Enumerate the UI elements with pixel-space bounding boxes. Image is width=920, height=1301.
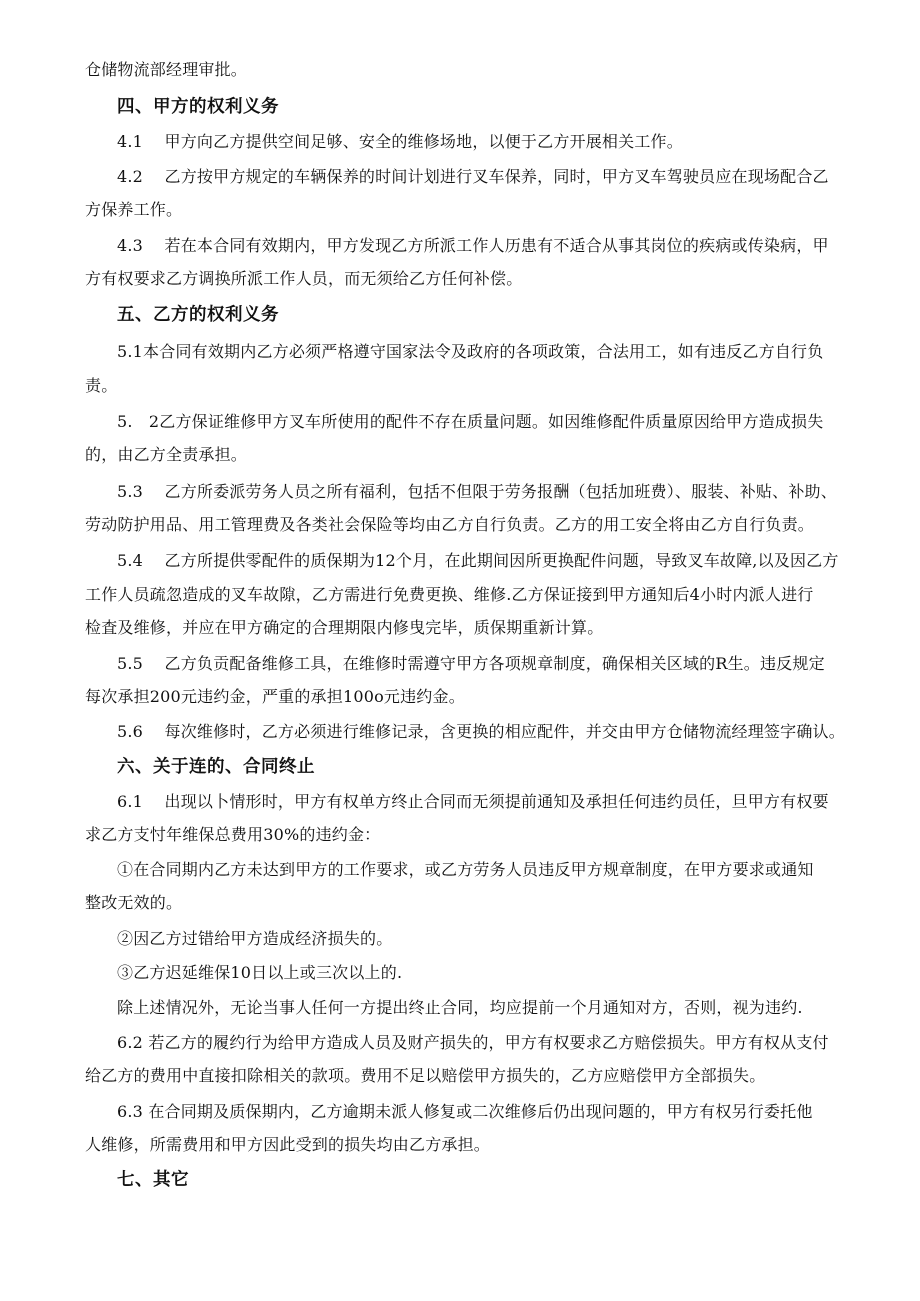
paragraph-line: 工作人员疏忽造成的叉车故隙，乙方需进行免费更换、维修.乙方保证接到甲方通知后4小时内派人进行: [85, 585, 814, 604]
paragraph-line: 的，由乙方全责承担。: [85, 445, 248, 464]
paragraph-line: 仓储物流部经理审批。: [85, 60, 248, 79]
clause-6-3: 6.3 在合同期及质保期内，乙方逾期未派人修复或二次维修后仍出现问题的，甲方有权另行委托他: [117, 1102, 813, 1121]
paragraph-line: 每次承担200元违约金，严重的承担100o元违约金。: [85, 687, 465, 706]
clause-4-3: 4.3 若在本合同有效期内，甲方发现乙方所派工作人历患有不适合从事其岗位的疾病或传染病，甲: [117, 236, 829, 255]
paragraph-line: 人维修，所需费用和甲方因此受到的损失均由乙方承担。: [85, 1135, 491, 1154]
clause-5-5: 5.5 乙方负贡配备维修工具，在维修时需遵守甲方各项规章制度，确保相关区域的R生。违反规定: [117, 654, 825, 673]
paragraph-line: 劳动防护用品、用工管理费及各类社会保险等均由乙方自行负责。乙方的用工安全将由乙方自行负责。: [85, 515, 815, 534]
paragraph-line: 检査及维修，并应在甲方确定的合理期限内修曳完毕，质保期重新计算。: [85, 618, 604, 637]
clause-5-6: 5.6 每次维修时，乙方必须进行维修记录，含更换的相应配件，并交由甲方仓储物流经理签字确认。: [117, 722, 845, 741]
paragraph-line: 方有权要求乙方调换所派工作人员，而无须给乙方任何补偿。: [85, 269, 523, 288]
paragraph-line: 责。: [85, 376, 118, 395]
clause-5-3: 5.3 乙方所委派劳务人员之所有福利，包括不但限于劳务报酬（包括加班费）、服装、补贴、补助、: [117, 482, 837, 501]
clause-4-2: 4.2 乙方按甲方规定的车辆保养的时间计划进行叉车保养，同时，甲方叉车驾驶员应在现场配合乙: [117, 167, 829, 186]
list-item-3: ③乙方迟延维保10日以上或三次以上的.: [117, 963, 403, 982]
clause-5-1: 5.1本合同有效期内乙方必须严格遵守国家法令及政府的各项政策，合法用工，如有违反乙方自行负: [117, 342, 824, 361]
list-item-1: ①在合同期内乙方未达到甲方的工作要求，或乙方劳务人员违反甲方规章制度，在甲方要求或通知: [117, 860, 814, 879]
section-heading-5: 五、乙方的权利义务: [117, 305, 279, 325]
clause-5-2: 5. 2乙方保证维修甲方叉车所使用的配件不存在质量问题。如因维修配件质量原因给甲方造成损失: [117, 412, 824, 431]
section-heading-4: 四、甲方的权利义务: [117, 97, 279, 117]
list-item-2: ②因乙方过错给甲方造成经济损失的。: [117, 929, 393, 948]
paragraph-line: 方保养工作。: [85, 200, 183, 219]
clause-5-4: 5.4 乙方所提供零配件的质保期为12个月，在此期间因所更换配件问题，导致叉车故障,以及因乙方: [117, 551, 839, 570]
paragraph-line: 整改无效的。: [85, 893, 183, 912]
clause-4-1: 4.1 甲方向乙方提供空间足够、安全的维修场地，以便于乙方开展相关工作。: [117, 132, 683, 151]
paragraph-line: 求乙方支忖年维保总费用30%的违约金：: [85, 825, 381, 844]
section-heading-7: 七、其它: [117, 1170, 189, 1190]
section-heading-6: 六、关于连的、合同终止: [117, 757, 315, 777]
paragraph-line: 给乙方的费用中直接扣除相关的款项。费用不足以赔偿甲方损失的，乙方应赔偿甲方全部损失。: [85, 1066, 766, 1085]
paragraph-line: 除上述情况外，无论当事人任何一方提出终止合同，均应提前一个月通知对方，否则，视为违约.: [117, 998, 803, 1017]
clause-6-1: 6.1 出现以卜情形时，甲方有权单方终止合同而无须提前通知及承担任何违约员任，旦甲方有权要: [117, 792, 829, 811]
clause-6-2: 6.2 若乙方的履约行为给甲方造成人员及财产损失的，甲方有权要求乙方赔偿损失。甲方有权从支付: [117, 1033, 829, 1052]
